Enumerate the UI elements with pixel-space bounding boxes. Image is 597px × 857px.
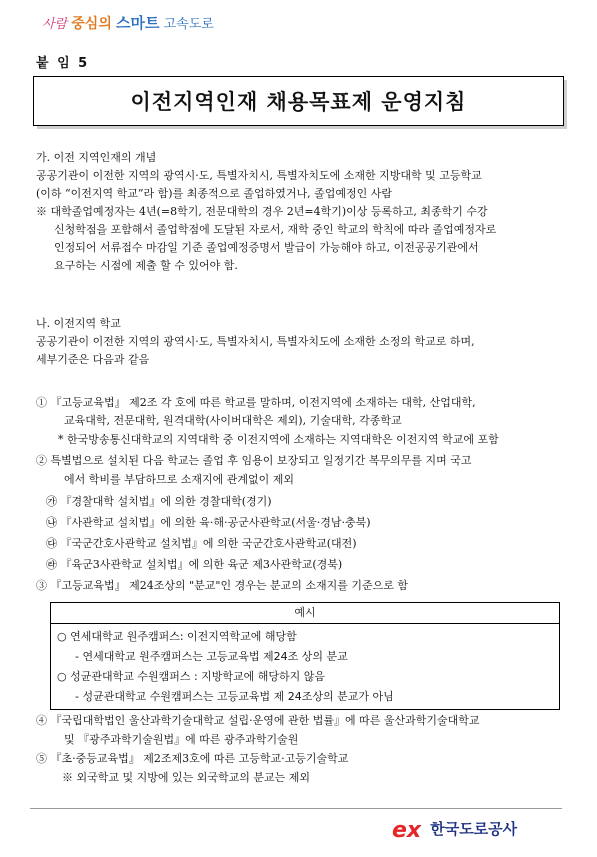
example-header: 예시 — [51, 603, 559, 624]
paragraph-line: (이하 “이전지역 학교”라 함)를 최종적으로 졸업하였거나, 졸업예정인 사람 — [36, 187, 392, 200]
title-box — [33, 76, 564, 126]
example-line: - 연세대학교 원주캠퍼스는 고등교육법 제24조 상의 분교 — [75, 650, 348, 663]
example-box — [50, 602, 560, 710]
example-line: ○ 연세대학교 원주캠퍼스: 이전지역학교에 해당함 — [57, 630, 297, 643]
note-line: 요구하는 시점에 제출 할 수 있어야 함. — [54, 259, 238, 272]
list-item: ⑤ 『초·중등교육법』 제2조제3호에 따른 고등학교·고등기술학교 — [36, 752, 349, 765]
brand-part-1: 사람 — [42, 17, 68, 32]
list-item-note: * 한국방송통신대학교의 지역대학 중 이전지역에 소재하는 지역대학은 이전지역 학교에 포함 — [58, 433, 499, 446]
brand-part-2: 중심의 — [71, 16, 112, 32]
footer-divider — [30, 808, 562, 809]
note-line: 신청학점을 포함해서 졸업학점에 도달된 자로서, 재학 중인 학교의 학칙에 따라 졸업예정자로 — [54, 223, 497, 236]
org-logo — [392, 818, 517, 843]
section-heading: 가. 이전 지역인재의 개념 — [36, 151, 157, 164]
annex-label: 붙 임 5 — [36, 56, 90, 71]
paragraph-line: 공공기관이 이전한 지역의 광역시·도, 특별자치시, 특별자치도에 소재한 지방대학 및 고등학교 — [36, 169, 482, 182]
list-item-note: ※ 외국학교 및 지방에 있는 외국학교의 분교는 제외 — [62, 771, 310, 784]
page-title: 이전지역인재 채용목표제 운영지침 — [130, 90, 467, 114]
sub-list-item: ㉯ 『사관학교 설치법』에 의한 육·해·공군사관학교(서울·경남·충북) — [46, 516, 371, 529]
section-heading: 나. 이전지역 학교 — [36, 317, 121, 330]
brand-part-3: 스마트 — [115, 14, 160, 32]
note-line: 인정되어 서류접수 마감일 기준 졸업예정증명서 발급이 가능해야 하고, 이전공공기관에서 — [54, 241, 479, 254]
brand-part-4: 고속도로 — [163, 17, 214, 32]
list-item: ① 『고등교육법』 제2조 각 호에 따른 학교를 말하며, 이전지역에 소재하는 대학, 산업대학, — [36, 396, 476, 409]
sub-list-item: ㉱ 『육군3사관학교 설치법』에 의한 육군 제3사관학교(경북) — [46, 558, 343, 571]
paragraph-line: 세부기준은 다음과 같음 — [36, 353, 150, 366]
ex-logo-icon: ex — [392, 818, 422, 843]
list-item: ② 특별법으로 설치된 다음 학교는 졸업 후 임용이 보장되고 일정기간 복무의무를 지며 국고 — [36, 454, 472, 467]
example-line: - 성균관대학교 수원캠퍼스는 고등교육법 제 24조상의 분교가 아님 — [75, 690, 394, 703]
paragraph-line: 공공기관이 이전한 지역의 광역시·도, 특별자치시, 특별자치도에 소재한 소정의 학교로 하며, — [36, 335, 475, 348]
list-item: ③ 『고등교육법』 제24조상의 "분교"인 경우는 분교의 소재지를 기준으로 함 — [36, 579, 408, 592]
list-item: 및 『광주과학기술원법』에 따른 광주과학기술원 — [64, 733, 299, 746]
example-line: ○ 성균관대학교 수원캠퍼스 : 지방학교에 해당하지 않음 — [57, 670, 326, 683]
note-line: ※ 대학졸업예정자는 4년(=8학기, 전문대학의 경우 2년=4학기)이상 등록하고, 최종학기 수강 — [36, 205, 488, 218]
sub-list-item: ㉰ 『국군간호사관학교 설치법』에 의한 국군간호사관학교(대전) — [46, 537, 357, 550]
sub-list-item: ㉮ 『경찰대학 설치법』에 의한 경찰대학(경기) — [46, 495, 272, 508]
brand-slogan — [42, 12, 214, 33]
list-item: 에서 학비를 부담하므로 소재지에 관계없이 제외 — [64, 473, 295, 486]
list-item: ④ 『국립대학법인 울산과학기술대학교 설립·운영에 관한 법률』에 따른 울산과학기술대학교 — [36, 714, 480, 727]
org-name: 한국도로공사 — [430, 820, 518, 838]
list-item: 교육대학, 전문대학, 원격대학(사이버대학은 제외), 기술대학, 각종학교 — [64, 414, 402, 427]
